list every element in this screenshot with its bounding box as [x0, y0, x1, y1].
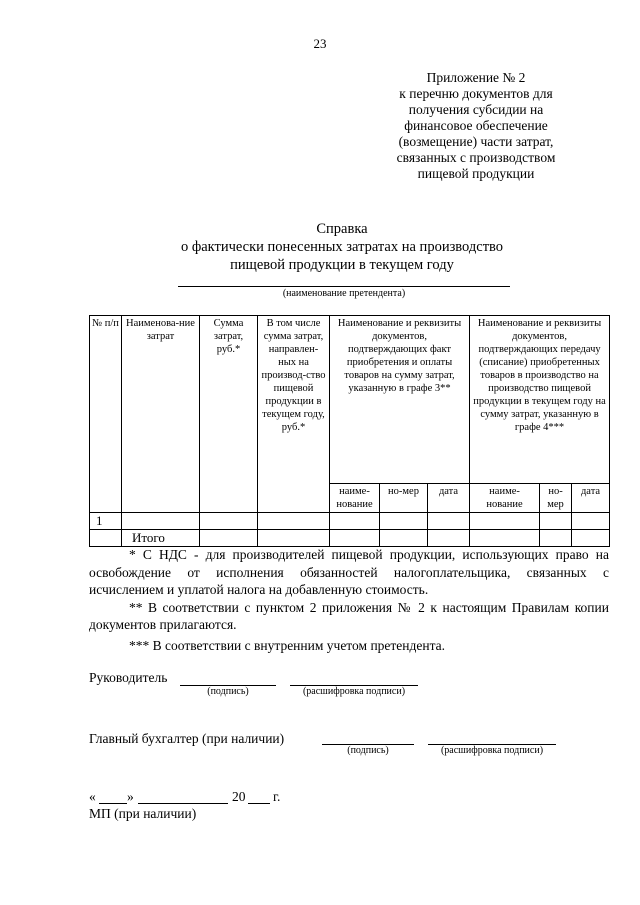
chief-decode-caption: (расшифровка подписи)	[440, 745, 544, 756]
date-month-line	[138, 803, 228, 804]
title-line-3: пищевой продукции в текущем году	[230, 257, 454, 273]
footnotes	[89, 546, 609, 654]
table-cell	[330, 530, 380, 547]
appendix-line: пищевой продукции	[417, 166, 535, 181]
table-cell	[380, 513, 428, 530]
head-label: Руководитель	[89, 670, 168, 685]
date-close-quote: »	[127, 789, 134, 804]
table-cell	[470, 513, 540, 530]
title-line-2: о фактически понесенных затратах на производство	[180, 239, 504, 255]
table-cell	[200, 513, 258, 530]
table-cell	[258, 530, 330, 547]
header-cost-production: В том числе сумма затрат, направлен-ных на производ-ство пищевой продукции в текущем году, руб.*	[258, 316, 330, 513]
table-cell	[330, 513, 380, 530]
date-year-line	[248, 803, 270, 804]
subheader-number: но-мер	[540, 484, 572, 513]
total-label: Итого	[122, 530, 200, 547]
head-sign-caption: (подпись)	[207, 686, 249, 697]
chief-sign-caption: (подпись)	[347, 745, 389, 756]
appendix-line: связанных с производством	[396, 150, 556, 165]
page-number: 23	[313, 36, 327, 51]
document-title	[100, 220, 584, 274]
header-transfer-docs: Наименование и реквизиты документов, подтверждающих передачу (списание) приобретенных товаров в производство на производство пищевой продукции в текущем году на сумму затрат, указанную в графе 4***	[470, 316, 610, 484]
table-cell	[122, 513, 200, 530]
table-cell	[428, 530, 470, 547]
subheader-number: но-мер	[380, 484, 428, 513]
row-number: 1	[90, 513, 122, 530]
table-cell	[572, 530, 610, 547]
total-row	[90, 530, 610, 547]
table-cell	[428, 513, 470, 530]
footnote-vat: * С НДС - для производителей пищевой продукции, использующих право на освобождение от исполнения обязанностей налогоплательщика, связанных с исчислением и уплатой налога на добавленную стоимость.	[89, 547, 609, 597]
header-num: № п/п	[90, 316, 122, 513]
expenses-table	[89, 315, 610, 547]
table-cell	[540, 513, 572, 530]
appendix-line: (возмещение) части затрат,	[398, 134, 554, 149]
header-cost-name: Наименова-ние затрат	[122, 316, 200, 513]
date-day-line	[99, 803, 127, 804]
appendix-line: получения субсидии на	[408, 102, 544, 117]
title-line-1: Справка	[316, 221, 368, 237]
footnote-documents: ** В соответствии с пунктом 2 приложения № 2 к настоящим Правилам копии документов прилагаются.	[89, 599, 609, 632]
footnote-internal: *** В соответствии с внутренним учетом претендента.	[129, 637, 446, 653]
appendix-line: Приложение № 2	[426, 70, 526, 85]
table-cell	[470, 530, 540, 547]
table-cell	[380, 530, 428, 547]
table-cell	[572, 513, 610, 530]
head-decode-caption: (расшифровка подписи)	[302, 686, 406, 697]
stamp-label: МП (при наличии)	[89, 806, 197, 821]
date-open-quote: «	[89, 789, 96, 804]
table-cell	[258, 513, 330, 530]
header-cost-sum: Сумма затрат, руб.*	[200, 316, 258, 513]
appendix-line: финансовое обеспечение	[404, 118, 548, 133]
table-cell	[540, 530, 572, 547]
table-row	[90, 513, 610, 530]
subheader-date: дата	[428, 484, 470, 513]
subheader-name: наиме-нование	[330, 484, 380, 513]
appendix-line: к перечню документов для	[399, 86, 553, 101]
table-cell	[200, 530, 258, 547]
appendix-header	[370, 70, 582, 182]
chief-accountant-label: Главный бухгалтер (при наличии)	[89, 731, 285, 746]
header-acquisition-docs: Наименование и реквизиты документов, подтверждающих факт приобретения и оплаты товаров на сумму затрат, указанную в графе 3**	[330, 316, 470, 484]
date-year-prefix: 20	[232, 789, 246, 804]
table-cell	[90, 530, 122, 547]
subheader-name: наиме-нование	[470, 484, 540, 513]
applicant-name-line	[178, 286, 510, 287]
date-year-suffix: г.	[273, 789, 281, 804]
applicant-caption: (наименование претендента)	[282, 288, 406, 299]
subheader-date: дата	[572, 484, 610, 513]
